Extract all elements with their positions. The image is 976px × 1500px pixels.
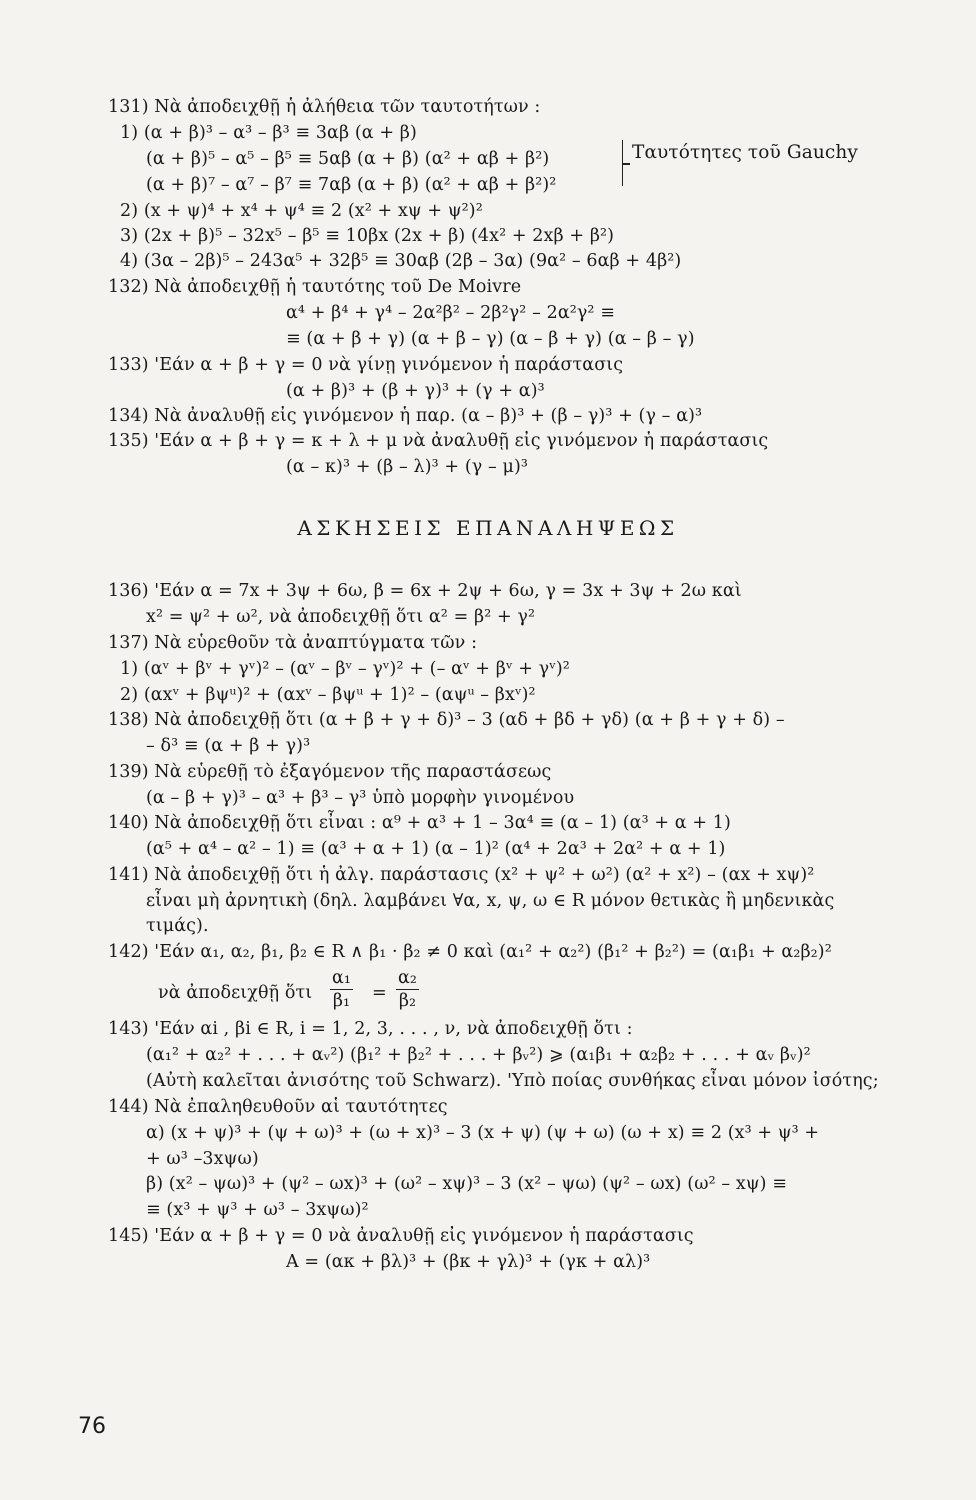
expression-line: νὰ ἀποδειχθῇ ὅτι	[158, 983, 313, 1003]
fraction-bar	[396, 989, 419, 990]
exercise-140-title: 140) Νὰ ἀποδειχθῇ ὅτι εἶναι : α⁹ + α³ + 1 – 3α⁴ ≡ (α – 1) (α³ + α + 1)	[108, 813, 731, 833]
expression-line: (α⁵ + α⁴ – α² – 1) ≡ (α³ + α + 1) (α – 1)² (α⁴ + 2α³ + 2α² + α + 1)	[146, 839, 726, 859]
expression-line: (α – κ)³ + (β – λ)³ + (γ – μ)³	[286, 457, 529, 477]
fraction-a1-b1	[330, 968, 353, 1011]
fraction-denominator: β₁	[332, 991, 350, 1012]
exercise-143-title: 143) 'Εάν αi , βi ∈ R, i = 1, 2, 3, . . . , ν, νὰ ἀποδειχθῇ ὅτι :	[108, 1019, 633, 1039]
exercise-144-title: 144) Νὰ ἐπαληθευθοῦν αἱ ταυτότητες	[108, 1097, 448, 1117]
expression-line: τιμάς).	[146, 916, 209, 936]
expression-line: + ω³ –3xψω)	[146, 1149, 259, 1169]
fraction-numerator: α₂	[398, 968, 417, 988]
brace-icon	[608, 140, 623, 186]
expression-line: ≡ (x³ + ψ³ + ω³ – 3xψω)²	[146, 1200, 369, 1220]
fraction-bar	[330, 989, 353, 990]
expression-line: εἶναι μὴ ἀρνητικὴ (δηλ. λαμβάνει ∀α, x, ψ, ω ∈ R μόνον θετικὰς ἢ μηδενικὰς	[146, 891, 835, 911]
exercise-131-title: 131) Νὰ ἀποδειχθῇ ἡ ἀλήθεια τῶν ταυτοτήτων :	[108, 97, 541, 117]
expression-line: (α – β + γ)³ – α³ + β³ – γ³ ὑπὸ μορφὴν γινομένου	[146, 788, 575, 808]
exercise-135-title: 135) 'Εάν α + β + γ = κ + λ + μ νὰ ἀναλυθῇ εἰς γινόμενον ἡ παράστασις	[108, 431, 769, 451]
expression-line: 2) (αxᵛ + βψᵘ)² + (αxᵛ – βψᵘ + 1)² – (αψᵘ – βxᵛ)²	[120, 685, 536, 705]
exercise-136-title: 136) 'Εάν α = 7x + 3ψ + 6ω, β = 6x + 2ψ + 6ω, γ = 3x + 3ψ + 2ω καὶ	[108, 581, 742, 601]
exercise-142-title: 142) 'Εάν α₁, α₂, β₁, β₂ ∈ R ∧ β₁ · β₂ ≠ 0 καὶ (α₁² + α₂²) (β₁² + β₂²) = (α₁β₁ + α₂β₂)²	[108, 942, 832, 962]
expression-line: 1) (αᵛ + βᵛ + γᵛ)² – (αᵛ – βᵛ – γᵛ)² + (– αᵛ + βᵛ + γᵛ)²	[120, 659, 570, 679]
fraction-numerator: α₁	[332, 968, 351, 988]
identity-line: 1) (α + β)³ – α³ – β³ ≡ 3αβ (α + β)	[120, 123, 417, 143]
identity-line: ≡ (α + β + γ) (α + β – γ) (α – β + γ) (α – β – γ)	[286, 329, 695, 349]
equals-sign: =	[372, 983, 387, 1003]
identity-line: (α + β)⁷ – α⁷ – β⁷ ≡ 7αβ (α + β) (α² + αβ + β²)²	[146, 175, 557, 195]
exercise-137-title: 137) Νὰ εὑρεθοῦν τὰ ἀναπτύγματα τῶν :	[108, 633, 478, 653]
section-heading: ΑΣΚΗΣΕΙΣ ΕΠΑΝΑΛΗΨΕΩΣ	[297, 516, 679, 540]
identity-line: α⁴ + β⁴ + γ⁴ – 2α²β² – 2β²γ² – 2α²γ² ≡	[286, 303, 615, 323]
identity-line: 3) (2x + β)⁵ – 32x⁵ – β⁵ ≡ 10βx (2x + β) (4x² + 2xβ + β²)	[120, 226, 615, 246]
identity-line: 2) (x + ψ)⁴ + x⁴ + ψ⁴ ≡ 2 (x² + xψ + ψ²)²	[120, 201, 483, 221]
identity-line: (α + β)⁵ – α⁵ – β⁵ ≡ 5αβ (α + β) (α² + αβ + β²)	[146, 149, 550, 169]
exercise-141-title: 141) Νὰ ἀποδειχθῇ ὅτι ἡ ἀλγ. παράστασις (x² + ψ² + ω²) (α² + x²) – (αx + xψ)²	[108, 865, 815, 885]
exercise-132-title: 132) Νὰ ἀποδειχθῇ ἡ ταυτότης τοῦ De Moivre	[108, 277, 522, 297]
expression-line: A = (ακ + βλ)³ + (βκ + γλ)³ + (γκ + αλ)³	[286, 1252, 651, 1272]
expression-line: (Αὐτὴ καλεῖται ἀνισότης τοῦ Schwarz). 'Υπὸ ποίας συνθήκας εἶναι μόνον ἰσότης;	[146, 1071, 879, 1091]
expression-line: x² = ψ² + ω², νὰ ἀποδειχθῇ ὅτι α² = β² + γ²	[146, 607, 536, 627]
exercise-145-title: 145) 'Εάν α + β + γ = 0 νὰ ἀναλυθῇ εἰς γινόμενον ἡ παράστασις	[108, 1226, 694, 1246]
fraction-denominator: β₂	[398, 991, 416, 1012]
fraction-a2-b2	[396, 968, 419, 1011]
expression-line: β) (x² – ψω)³ + (ψ² – ωx)³ + (ω² – xψ)³ – 3 (x² – ψω) (ψ² – ωx) (ω² – xψ) ≡	[146, 1174, 788, 1194]
identity-line: 4) (3α – 2β)⁵ – 243α⁵ + 32β⁵ ≡ 30αβ (2β – 3α) (9α² – 6αβ + 4β²)	[120, 251, 682, 271]
expression-line: (α + β)³ + (β + γ)³ + (γ + α)³	[286, 381, 545, 401]
exercise-138-title: 138) Νὰ ἀποδειχθῇ ὅτι (α + β + γ + δ)³ – 3 (αδ + βδ + γδ) (α + β + γ + δ) –	[108, 710, 785, 730]
exercise-133-title: 133) 'Εάν α + β + γ = 0 νὰ γίνῃ γινόμενον ἡ παράστασις	[108, 355, 624, 375]
page-number: 76	[78, 1414, 106, 1439]
expression-line: (α₁² + α₂² + . . . + αᵥ²) (β₁² + β₂² + . . . + βᵥ²) ⩾ (α₁β₁ + α₂β₂ + . . . + αᵥ βᵥ)²	[146, 1045, 811, 1065]
gauchy-label: Ταυτότητες τοῦ Gauchy	[632, 142, 858, 163]
exercise-139-title: 139) Νὰ εὑρεθῇ τὸ ἐξαγόμενον τῆς παραστάσεως	[108, 762, 552, 782]
exercise-134-title: 134) Νὰ ἀναλυθῇ εἰς γινόμενον ἡ παρ. (α – β)³ + (β – γ)³ + (γ – α)³	[108, 406, 703, 426]
expression-line: – δ³ ≡ (α + β + γ)³	[146, 736, 311, 756]
expression-line: α) (x + ψ)³ + (ψ + ω)³ + (ω + x)³ – 3 (x + ψ) (ψ + ω) (ω + x) ≡ 2 (x³ + ψ³ +	[146, 1123, 820, 1143]
